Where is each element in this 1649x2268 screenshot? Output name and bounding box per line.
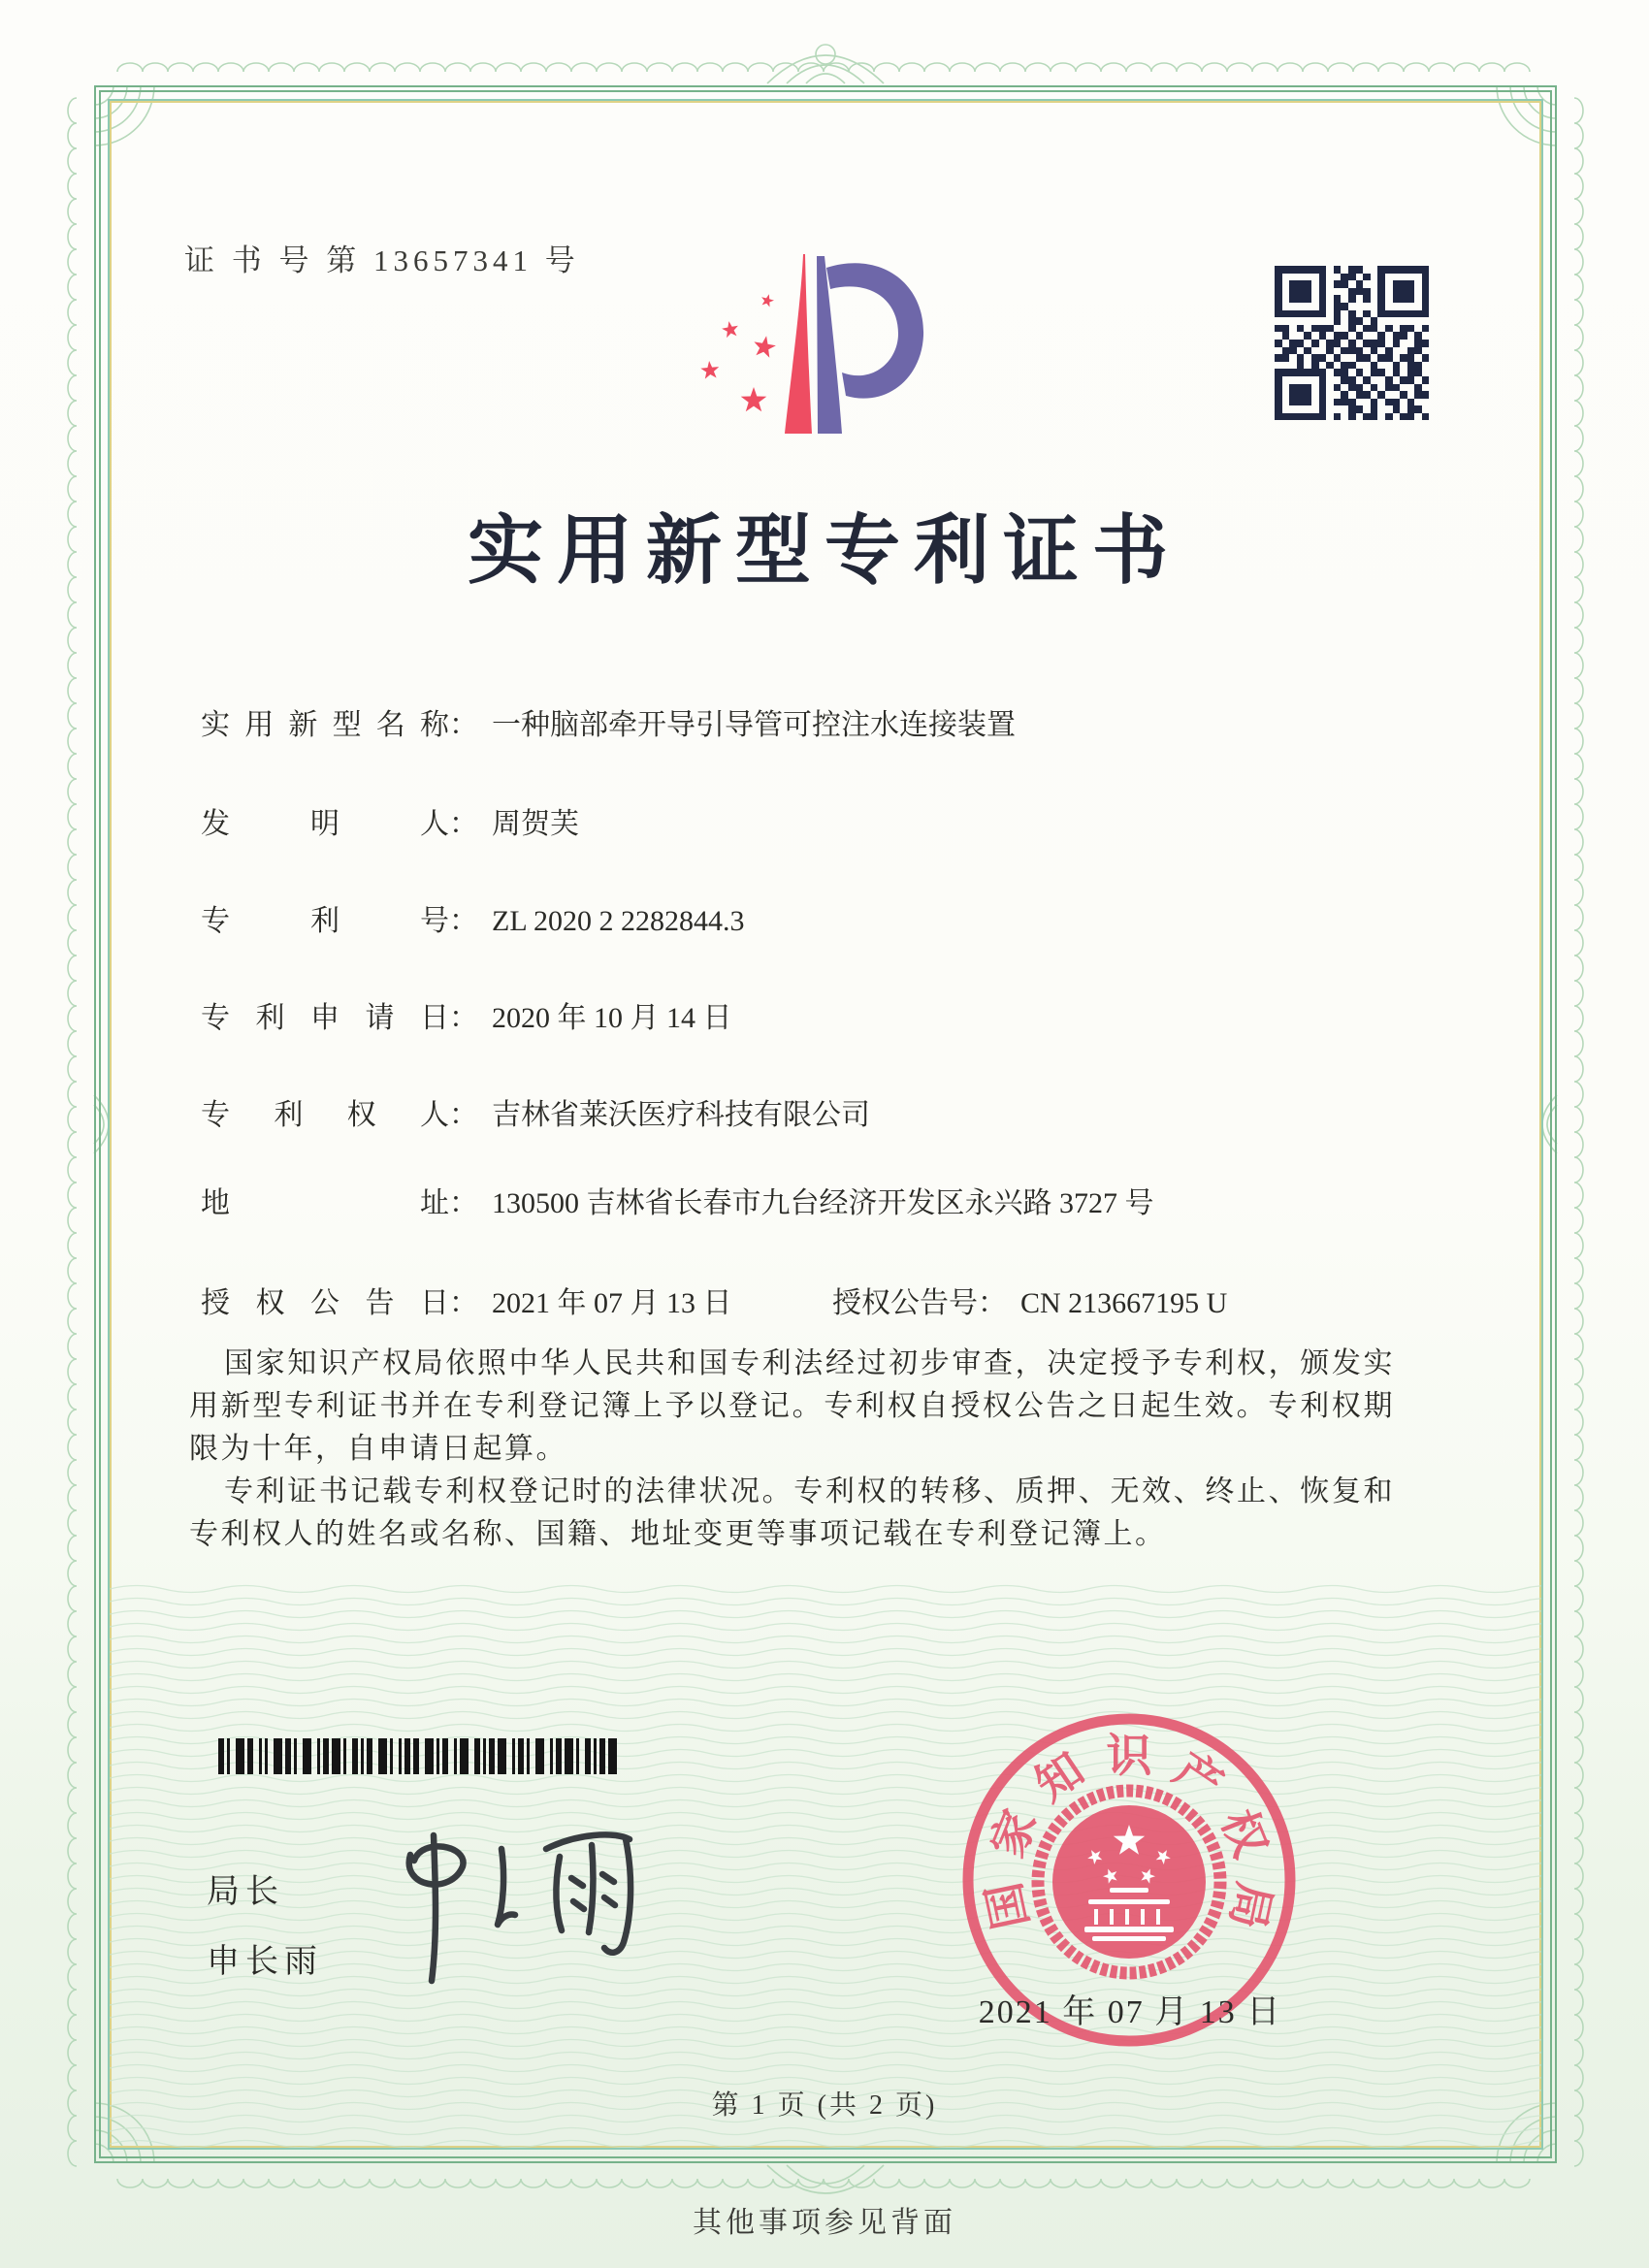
svg-text:知: 知 (1026, 1744, 1094, 1812)
field-patent-number (201, 896, 745, 939)
field-value: ZL 2020 2 2282844.3 (492, 905, 745, 937)
svg-text:家: 家 (983, 1802, 1048, 1864)
field-value: 2020 年 10 月 14 日 (492, 1002, 732, 1034)
field-colon: ： (449, 1099, 478, 1131)
legal-paragraph-1: 国家知识产权局依照中华人民共和国专利法经过初步审查，决定授予专利权，颁发实用新型专利证书并在专利登记簿上予以登记。专利权自授权公告之日起生效。专利权期限为十年，自申请日起算。 (189, 1347, 1395, 1465)
grant-date-value: 2021 年 07 月 13 日 (492, 1287, 732, 1319)
director-name: 申长雨 (207, 1944, 323, 1980)
field-value: 130500 吉林省长春市九台经济开发区永兴路 3727 号 (492, 1187, 1154, 1219)
field-colon: ： (449, 1187, 478, 1219)
field-colon: ： (449, 808, 478, 840)
page-indicator: 第 1 页 (共 2 页) (711, 2090, 938, 2121)
field-grant-row (201, 1279, 1227, 1321)
field-filing-date (201, 993, 732, 1036)
field-label: 专利号 (201, 905, 449, 937)
field-value: 吉林省莱沃医疗科技有限公司 (492, 1099, 870, 1131)
field-label: 专利权人 (201, 1099, 449, 1131)
seal-date: 2021 年 07 月 13 日 (978, 1994, 1282, 2030)
director-title: 局长 (207, 1874, 284, 1910)
cnipa-logo (679, 243, 941, 446)
qr-code (1275, 266, 1429, 420)
grant-number-value: CN 213667195 U (1020, 1287, 1228, 1319)
field-colon: ： (449, 1287, 478, 1319)
field-colon: ： (978, 1287, 1007, 1319)
field-value: 一种脑部牵开导引导管可控注水连接装置 (492, 709, 1016, 741)
back-side-note: 其他事项参见背面 (693, 2207, 956, 2239)
field-address (201, 1179, 1154, 1221)
legal-paragraph-2: 专利证书记载专利权登记时的法律状况。专利权的转移、质押、无效、终止、恢复和专利权人的姓名或名称、国籍、地址变更等事项记载在专利登记簿上。 (189, 1475, 1395, 1550)
certificate-title: 实用新型专利证书 (467, 508, 1181, 593)
field-value: 周贺芙 (492, 808, 579, 840)
field-utility-model-name (201, 700, 1016, 743)
field-label: 发明人 (201, 808, 449, 840)
svg-text:局: 局 (1219, 1878, 1279, 1933)
field-colon: ： (449, 709, 478, 741)
director-signature-handwriting (393, 1828, 645, 1993)
svg-text:国: 国 (979, 1878, 1039, 1933)
field-label: 地址 (201, 1187, 449, 1219)
field-patentee (201, 1090, 870, 1133)
field-colon: ： (449, 1002, 478, 1034)
field-label: 专利申请日 (201, 1002, 449, 1034)
grant-number-label: 授权公告号 (832, 1287, 978, 1319)
svg-text:识: 识 (1106, 1732, 1152, 1782)
svg-text:产: 产 (1164, 1744, 1232, 1812)
wave-texture (110, 1581, 1541, 2148)
logo-stars-icon (700, 294, 776, 411)
grant-date-label: 授权公告日 (201, 1287, 449, 1319)
barcode (218, 1738, 617, 1774)
svg-text:权: 权 (1211, 1802, 1276, 1864)
field-label: 实用新型名称 (201, 709, 449, 741)
field-inventor (201, 799, 579, 842)
legal-text (189, 1343, 1395, 1556)
certificate-number: 证 书 号 第 13657341 号 (184, 243, 580, 277)
field-colon: ： (449, 905, 478, 937)
